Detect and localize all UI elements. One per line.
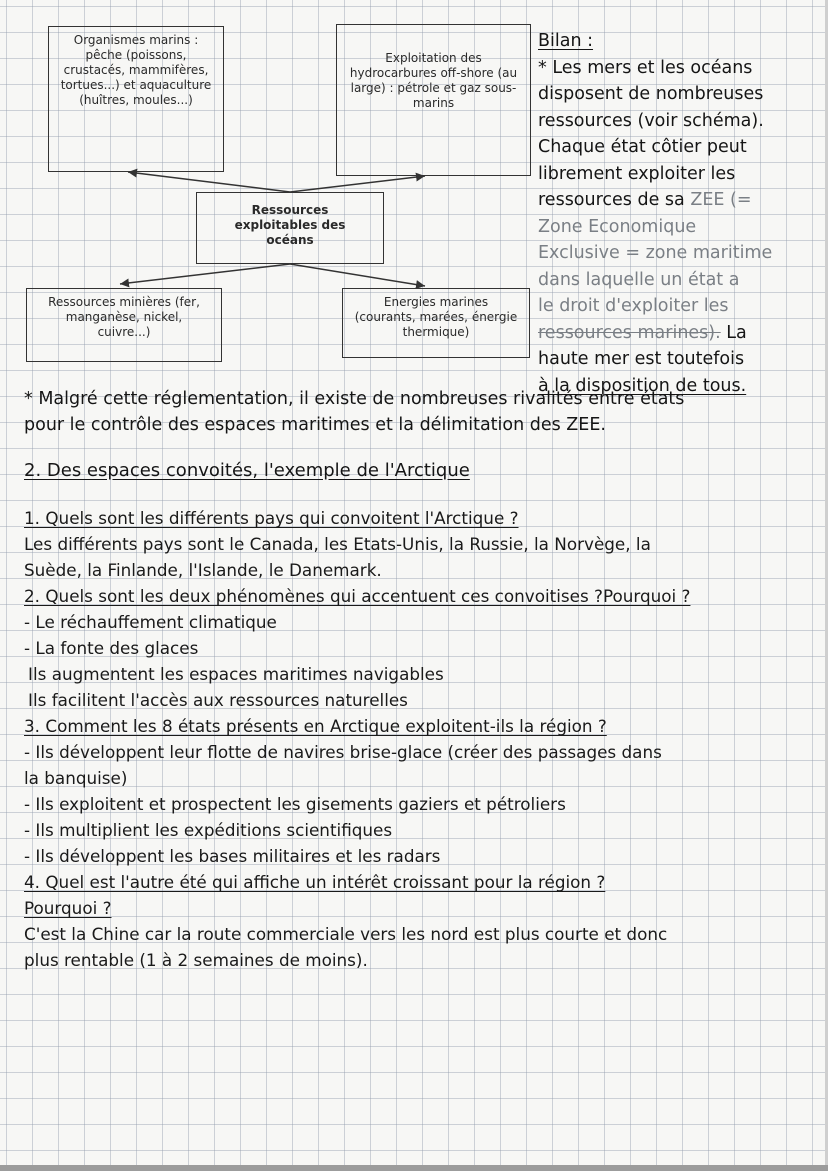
bilan-line-1: * Les mers et les océans: [538, 57, 753, 78]
bilan-line-3: ressources (voir schéma).: [538, 110, 764, 131]
bilan-line-11b: La: [720, 322, 747, 343]
question-2: 2. Quels sont les deux phénomènes qui accentuent ces convoitises ?Pourquoi ?: [24, 586, 691, 606]
bilan-grey-1: Zone Economique: [538, 216, 697, 237]
rivalry-block: [24, 386, 684, 438]
bilan-line-6a: ressources de sa: [538, 190, 691, 210]
bilan-line-11a: ressources marines).: [538, 322, 721, 343]
bilan-line-13: à la disposition de tous.: [538, 375, 747, 396]
bilan-line-6: [538, 187, 772, 214]
answer-3-line-3: - Ils exploitent et prospectent les gisements gaziers et pétroliers: [24, 794, 566, 814]
answer-2-line-4: Ils facilitent l'accès aux ressources naturelles: [28, 690, 408, 710]
answer-4-line-1: C'est la Chine car la route commerciale vers les nord est plus courte et donc: [24, 924, 668, 944]
box-ocean-resources: [196, 192, 384, 264]
question-1: 1. Quels sont les différents pays qui convoitent l'Arctique ?: [24, 508, 519, 528]
answer-2-line-1: - Le réchauffement climatique: [24, 612, 277, 632]
rivalry-line-2: pour le contrôle des espaces maritimes et la délimitation des ZEE.: [24, 415, 606, 435]
answer-1-line-2: Suède, la Finlande, l'Islande, le Danemark.: [24, 560, 382, 580]
box-hydro-text: Exploitation des hydrocarbures off-shore (au large) : pétrole et gaz sous-marins: [349, 51, 518, 110]
arrow-to-minerals: [120, 264, 290, 284]
box-minerals-text: Ressources minières (fer, manganèse, nickel, cuivre...): [48, 295, 200, 339]
bilan-line-5: librement exploiter les: [538, 163, 736, 184]
bilan-grey-2: Exclusive = zone maritime: [538, 243, 773, 263]
box-center-text: Ressources exploitables des océans: [234, 203, 346, 247]
question-4-line-1: 4. Quel est l'autre été qui affiche un intérêt croissant pour la région ?: [24, 872, 606, 892]
bilan-line-6b: ZEE (=: [690, 190, 752, 210]
arrow-to-energy: [290, 264, 425, 286]
bilan-grey-4: le droit d'exploiter les: [538, 296, 729, 316]
arrow-to-hydro: [290, 176, 425, 192]
bilan-block: [538, 28, 772, 399]
bilan-line-4: Chaque état côtier peut: [538, 137, 747, 157]
box-energy-text: Energies marines (courants, marées, énergie thermique): [354, 295, 518, 339]
box-hydrocarbons: [336, 24, 531, 176]
answer-2-line-2: - La fonte des glaces: [24, 638, 199, 658]
arrow-to-marine: [128, 172, 290, 192]
bilan-title: Bilan :: [538, 31, 594, 51]
answer-2-line-3: Ils augmentent les espaces maritimes navigables: [28, 664, 444, 684]
page-bottom-edge: [0, 1165, 828, 1171]
question-3: 3. Comment les 8 états présents en Arctique exploitent-ils la région ?: [24, 716, 607, 736]
answer-3-line-5: - Ils développent les bases militaires et les radars: [24, 846, 441, 866]
answer-3-line-2: la banquise): [24, 768, 128, 788]
box-marine-text: Organismes marins : pêche (poissons, crustacés, mammifères, tortues...) et aquaculture (huîtres, moules...): [60, 33, 212, 107]
question-4-line-2: Pourquoi ?: [24, 898, 112, 918]
bilan-line-12: haute mer est toutefois: [538, 349, 745, 369]
bilan-line-11: [538, 320, 772, 347]
answer-3-line-4: - Ils multiplient les expéditions scientifiques: [24, 820, 393, 840]
bilan-grey-3: dans laquelle un état a: [538, 269, 740, 290]
answer-4-line-2: plus rentable (1 à 2 semaines de moins).: [24, 950, 368, 970]
answer-1-line-1: Les différents pays sont le Canada, les Etats-Unis, la Russie, la Norvège, la: [24, 534, 651, 554]
box-marine-organisms: [48, 26, 224, 172]
section-2-title: 2. Des espaces convoités, l'exemple de l'Arctique: [24, 460, 470, 481]
rivalry-line-1: * Malgré cette réglementation, il existe de nombreuses rivalités entre états: [24, 389, 685, 409]
box-marine-energies: [342, 288, 530, 358]
box-mineral-resources: [26, 288, 222, 362]
bilan-line-2: disposent de nombreuses: [538, 84, 764, 104]
answer-3-line-1: - Ils développent leur flotte de navires brise-glace (créer des passages dans: [24, 742, 662, 762]
